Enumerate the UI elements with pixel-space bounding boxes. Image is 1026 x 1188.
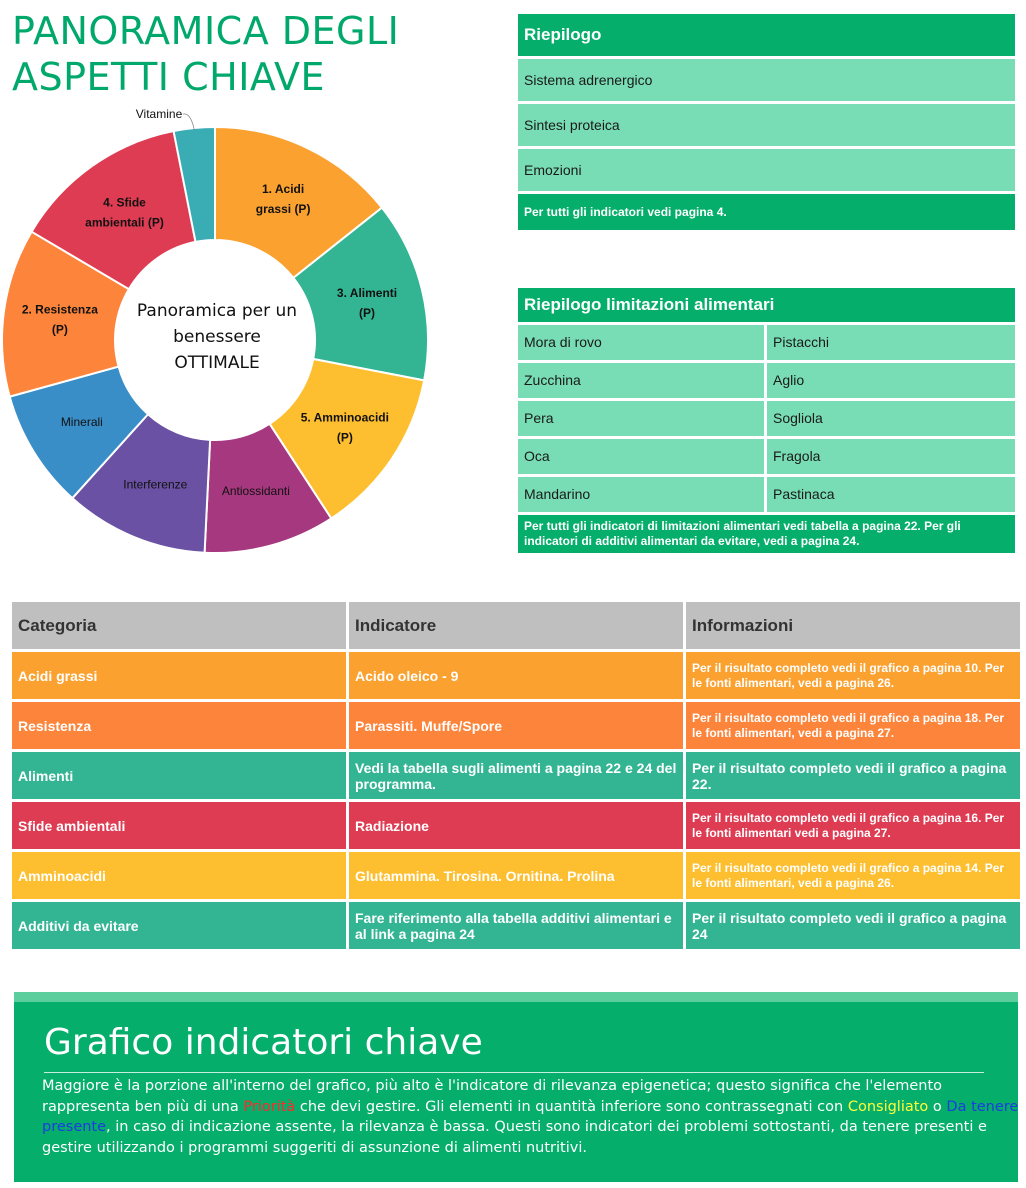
limitation-item: Oca (518, 439, 764, 474)
limitation-item: Mora di rovo (518, 325, 764, 360)
key-chart-title: Grafico indicatori chiave (44, 1022, 483, 1063)
table-cell-indicator: Glutammina. Tirosina. Ornitina. Prolina (349, 852, 683, 899)
donut-segment-label: 5. Amminoacidi (P) (300, 410, 389, 445)
table-cell-info: Per il risultato completo vedi il grafico a pagina 22. (686, 752, 1020, 799)
page-title: PANORAMICA DEGLI ASPETTI CHIAVE (12, 9, 400, 99)
table-cell-category: Additivi da evitare (12, 902, 346, 949)
summary-box (518, 14, 1015, 230)
donut-segment-label: 1. Acidi grassi (P) (255, 182, 311, 217)
table-cell-indicator: Acido oleico - 9 (349, 652, 683, 699)
table-cell-category: Sfide ambientali (12, 802, 346, 849)
donut-segment-label: Interferenze (123, 477, 188, 492)
limitations-title: Riepilogo limitazioni alimentari (518, 288, 1015, 322)
limitations-box (518, 288, 1015, 553)
table-cell-info: Per il risultato completo vedi il grafico a pagina 10. Per le fonti alimentari, vedi a pagina 26. (686, 652, 1020, 699)
table-cell-indicator: Radiazione (349, 802, 683, 849)
donut-segment-label: 3. Alimenti (P) (336, 285, 398, 320)
limitations-grid (518, 325, 1015, 515)
summary-title: Riepilogo (518, 14, 1015, 56)
donut-center-line-1: Panoramica per un (136, 301, 298, 321)
table-header-category: Categoria (12, 602, 346, 649)
table-cell-info: Per il risultato completo vedi il grafico a pagina 24 (686, 902, 1020, 949)
keyword-recommended: Consigliato (847, 1098, 929, 1115)
key-chart-section (14, 992, 1018, 1182)
donut-center-line-3: OTTIMALE (174, 353, 260, 373)
key-chart-text: , in caso di indicazione assente, la rilevanza è bassa. Questi sono indicatori dei problemi sottostanti, da tenere presenti e gestire utilizzando i programmi suggeriti di assunzione di alimenti nutritivi. (42, 1119, 987, 1156)
summary-item: Sintesi proteica (518, 104, 1015, 146)
limitation-item: Pastinaca (767, 477, 1015, 512)
summary-footer: Per tutti gli indicatori vedi pagina 4. (518, 194, 1015, 230)
donut-segment-label: 4. Sfide ambientali (P) (85, 195, 164, 230)
limitation-item: Zucchina (518, 363, 764, 398)
donut-segment-label: Antiossidanti (221, 484, 290, 499)
key-chart-text: Maggiore è la porzione all'interno del grafico, più alto è l'indicatore di rilevanza epigenetica; questo significa che l'elemento rappresenta ben più di una (42, 1078, 943, 1115)
limitation-item: Sogliola (767, 401, 1015, 436)
key-chart-description (42, 1076, 1018, 1158)
divider (44, 1072, 984, 1073)
limitation-item: Fragola (767, 439, 1015, 474)
indicators-table (12, 602, 1020, 949)
donut-segment-label: Minerali (60, 415, 103, 430)
overview-donut-chart (0, 108, 440, 558)
keyword-keep-in-mind: Da tenere presente (42, 1098, 1018, 1135)
table-cell-category: Resistenza (12, 702, 346, 749)
limitation-item: Aglio (767, 363, 1015, 398)
limitations-footer: Per tutti gli indicatori di limitazioni alimentari vedi tabella a pagina 22. Per gli indicatori di additivi alimentari da evitare, vedi a pagina 24. (518, 515, 1015, 553)
limitation-item: Pera (518, 401, 764, 436)
table-cell-info: Per il risultato completo vedi il grafico a pagina 18. Per le fonti alimentari, vedi a pagina 27. (686, 702, 1020, 749)
table-header-info: Informazioni (686, 602, 1020, 649)
table-cell-info: Per il risultato completo vedi il grafico a pagina 14. Per le fonti alimentari, vedi a pagina 26. (686, 852, 1020, 899)
keyword-priority: Priorità (243, 1098, 296, 1115)
table-cell-category: Alimenti (12, 752, 346, 799)
summary-item: Emozioni (518, 149, 1015, 191)
table-cell-indicator: Vedi la tabella sugli alimenti a pagina 22 e 24 del programma. (349, 752, 683, 799)
limitation-item: Mandarino (518, 477, 764, 512)
table-cell-category: Amminoacidi (12, 852, 346, 899)
table-cell-indicator: Parassiti. Muffe/Spore (349, 702, 683, 749)
donut-center-line-2: benessere (173, 327, 261, 347)
key-chart-text: o (928, 1098, 947, 1115)
table-cell-indicator: Fare riferimento alla tabella additivi alimentari e al link a pagina 24 (349, 902, 683, 949)
table-cell-info: Per il risultato completo vedi il grafico a pagina 16. Per le fonti alimentari vedi a pagina 27. (686, 802, 1020, 849)
limitation-item: Pistacchi (767, 325, 1015, 360)
donut-segment-label: Vitamine (135, 108, 183, 122)
table-cell-category: Acidi grassi (12, 652, 346, 699)
summary-item: Sistema adrenergico (518, 59, 1015, 101)
table-header-indicator: Indicatore (349, 602, 683, 649)
key-chart-text: che devi gestire. Gli elementi in quantità inferiore sono contrassegnati con (295, 1098, 848, 1115)
donut-segment-label: 2. Resistenza (P) (21, 302, 98, 337)
